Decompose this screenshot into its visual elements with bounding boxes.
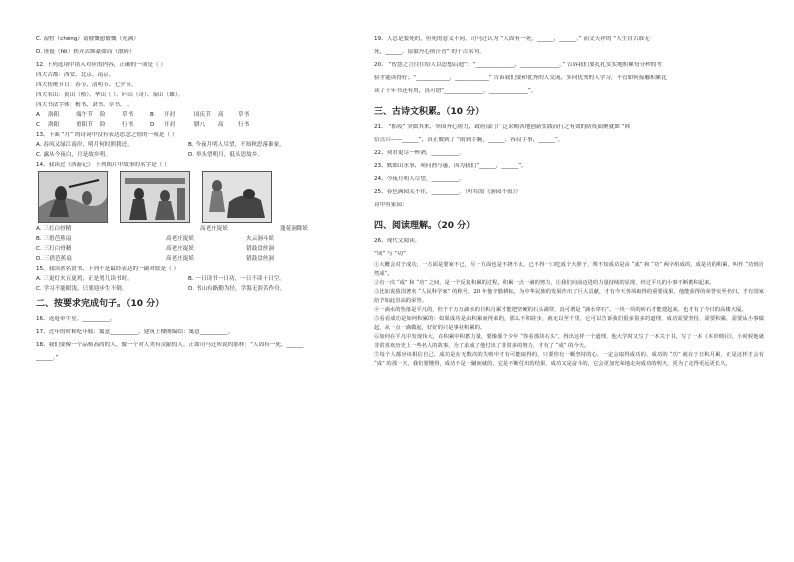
option-line: D. 匪挺（fěi）挟弄去绑豪如而（散碎） (36, 49, 135, 55)
question-line: 四大传统节日：春节、清明节、七夕节。 (36, 82, 137, 88)
passage-paragraph: ④一滴水的坠落是平凡的，但千千万万滴水的日积月累才能把坚硬的石头滴穿，真可谓是 “滴水穿石”。一块一块的砖石才能建起来，也才有了今日的高楼大厦。 (374, 307, 747, 313)
question-13: 13、下面 “月” 的诗词中没有表达思念之情的一项是（ ） (36, 132, 178, 138)
question-21-cont: 信点兵——______”，真正做到了 “雨到手腕，______；容局手事，______”。 (374, 137, 564, 143)
passage-paragraph: ⑤看看成功是如何积累的：如果成功是由积累而得来的，那么不积跬步，就无以至千里，它可以告诉我们很多很多的道理，成功需要坚持，需要积累，需要从小事做起，从一点一滴做起，好好的只是事业积累的。 (374, 316, 764, 331)
story-illustration-2 (120, 171, 190, 223)
poem-note: 诗中有家园： (374, 202, 408, 208)
question-16: 16、返返牵牛星。__________。 (36, 316, 116, 322)
question-22: 22、劝君更尽一杯酒，__________。 (374, 150, 466, 156)
question-14: 14、我读过《西游记》 下列图片中故事的名字是（ ） (36, 162, 170, 168)
question-line: 四大书法字体：楷书、隶书、草书、 。 (36, 102, 133, 108)
question-25: 25、春色满园关不住，__________。（叶绍翁《游园不值》） (374, 189, 521, 195)
story-illustration-3 (202, 171, 272, 223)
passage-title: “成” 与 “功” (374, 251, 406, 257)
passage-paragraph: ⑦每个人都应该相信自己，成功是在无数次的失败中才有可能取得的，只要你有一颗坚持的心，一定会取得成功的，成功的 “功” 就在于日积月累，正是这样才会有 “成” 的那一天，我们要懂得，成功不是一蹴而就的，它是不断付出的结果，成功又是奋斗的，它会更加光荣地走向成功的明天，更为了走得更远更长久。 (374, 352, 764, 367)
question-17: 17、过年的时候吃年糕：寓意__________，建筑上楼阁编结：寓意__________。 (36, 329, 234, 335)
passage-paragraph: ②有一次 “成” 和 “功” 之间，是一个反复积累的过程，积累一点一滴的努力，让我们向前迈进的力量持续的显现，经过平凡的小事不断蓄积起来。 (374, 280, 715, 286)
q13-option-row: A. 春风又绿江南岸，明月何时照我还。 B. 今夜月明人尽望，不知秋思落谁家。 (36, 142, 285, 148)
question-19: 19、人总是要死的，但死的意义不同。司马迁认为 “人固有一死，______，______。” 而文天祥的 “人生自古谁无 (374, 36, 650, 42)
question-15: 15、我国著名贤书，下列不是最经表达的一副对联是（ ） (36, 266, 180, 272)
section-3-heading: 三、古诗文积累。（10 分） (374, 107, 485, 117)
q14-option-row: A. 三打白骨精 高老庄捉妖 蓬花洞降妖 (36, 226, 308, 232)
passage-paragraph: ①大概会对于成功，一方面是要家不已，另一方面也是不挠不太，已不得一口吃成个大胖子，殊不知成功是由 “成” 和 “功” 两字组成的，成是功的积累，叫作 “功到自然成”。 (374, 262, 764, 277)
q12-option-row: A 洛阳 端午节 险 草书 B 开封 国庆节 高 草书 (36, 112, 250, 118)
question-line: 四大古都：西安、北京、南京。 (36, 72, 115, 78)
question-18: 18、我们要像一个品格高尚的人，做一个对人类有贡献的人。正如司马迁所说的那样：“人固有一死，______ (36, 342, 304, 348)
question-24: 24、今夜月明人尽望，__________。 (374, 176, 466, 182)
q15-option-row: C. 学习不能眼浅，只要迎步生不倒。 D. 书山有路勤为径，学海无涯苦作舟。 (36, 286, 286, 292)
question-20-cont: 读了十年书还有用，真可谓“______________，______________”。 (374, 88, 537, 94)
journey-west-pictures (38, 171, 370, 223)
section-4-heading: 四、阅读理解。（20 分） (374, 221, 476, 231)
q14-option-row: D. 三借芭蕉扇 高老庄捉妖 错鼓盘丝洞 (36, 256, 274, 262)
question-20: 20、 “智慧之言往往给人以思想启迪”：“______________，______________。” 告诉我们要扎扎实实地积累每分秒的考 (374, 62, 662, 68)
question-line: 四大名山：黄山（格）、华山（ ）、庐山（奇）、泰山（雄）。 (36, 92, 184, 98)
q15-option-row: A. 三更灯火五更鸡，正是男儿读书时。 B. 一日读书一日功，一日不读十日空。 (36, 276, 285, 282)
question-20-cont: 验才能谈得好；“____________，____________” 告诉我们要和优秀的人交流，多向优秀的人学习，不管如何接触积累比 (374, 75, 667, 81)
q12-option-row: C 洛阳 重阳节 险 行书 D 开封 腊八 高 行书 (36, 122, 250, 128)
passage-paragraph: ③比如说我国著名 “人民科学家” 的称号，20 年他辛勤耕耘，为中华民族的发展作出了巨大贡献，才有今天各项取得的重要成果，他能获得的荣誉实至名归。才有国家给予如此崇高的荣誉。 (374, 289, 764, 304)
question-26: 26、现代文阅读。 (374, 238, 421, 244)
option-line: C. 湿暂（chéng）请催慨慰敏慨（充满） (36, 36, 139, 42)
question-12: 12. 下列选项中错入对应的内容，正确的一项是（ ） (36, 62, 166, 68)
q13-option-row: C. 露从今夜白，月是故乡明。 D. 举头望明月，低头思故乡。 (36, 152, 263, 158)
q14-option-row: B. 三借芭蕉扇 高老庄捉妖 火云洞斗妖 (36, 236, 274, 242)
q14-option-row: C. 三打白骨精 高老庄捉妖 错鼓盘丝洞 (36, 246, 274, 252)
right-column (374, 36, 764, 369)
question-19-cont: 死，______，留取丹心照汗青” 的千古名句。 (374, 49, 485, 55)
question-18-cont: ______。” (36, 355, 59, 361)
reading-passage (374, 261, 764, 369)
question-21: 21、 “抓疫” 突如其来，举国齐心协力，政府部门广泛采购各地创新实践而行之有效的防疫面聚就如 “韩 (374, 124, 631, 130)
passage-paragraph: ⑥如何在平凡中发现伟大，在积累中积蓄力量，要像那个少年 “你看那块石头”，得出这样一个道理，他大学时又写了一本关于书，写了一本《本草纲目》，小时候他就非常喜欢历史上一些名人的故事，为了求成了他付出了非常多的努力，才有了 “成” 的今天。 (374, 334, 764, 349)
question-23: 23、默如山水事，须问渔与惠，因为我们“______，______”。 (374, 163, 527, 169)
story-illustration-1 (38, 171, 108, 223)
left-column (36, 36, 370, 362)
section-2-heading: 二、按要求完成句子。（10 分） (36, 299, 165, 309)
